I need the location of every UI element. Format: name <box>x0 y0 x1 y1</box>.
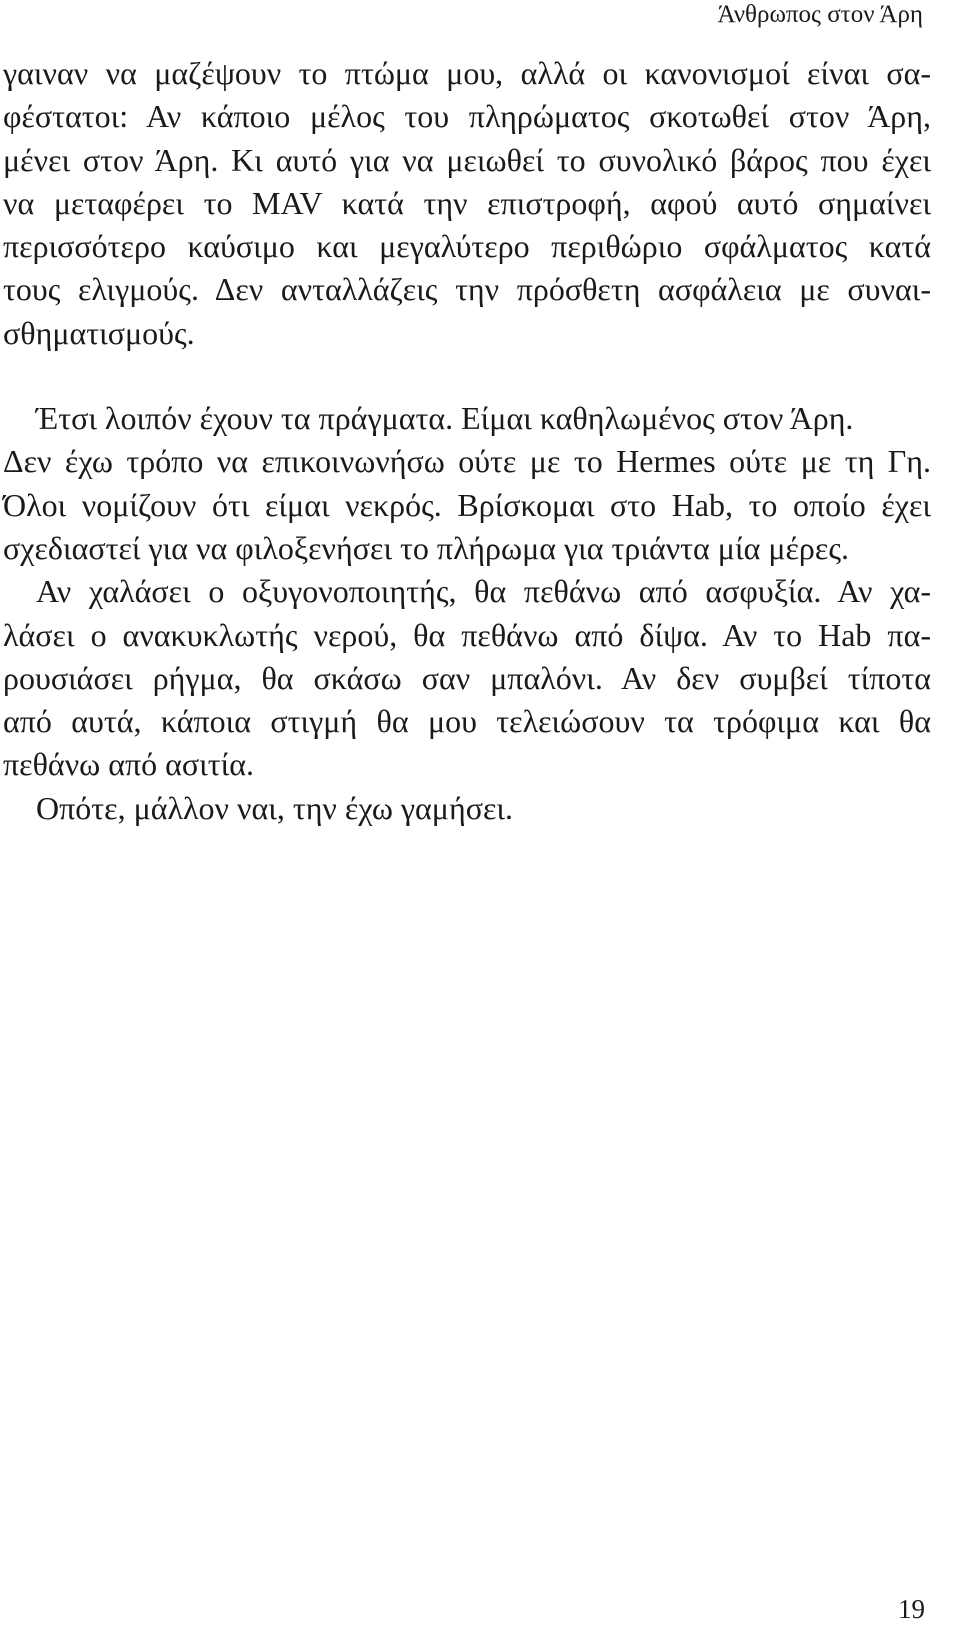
text-line: Όλοι νομίζουν ότι είμαι νεκρός. Βρίσκομαι στο Hab, το οποίο έχει <box>3 486 931 523</box>
body-text <box>3 52 931 830</box>
text-line: να μεταφέρει το MAV κατά την επιστροφή, αφού αυτό σημαίνει <box>3 184 931 221</box>
page-number: 19 <box>898 1594 925 1624</box>
text-line: μένει στον Άρη. Κι αυτό για να μειωθεί το συνολικό βάρος που έχει <box>3 141 931 178</box>
paragraph-2 <box>3 397 931 570</box>
text-line: σθηματισμούς. <box>3 314 195 351</box>
paragraph-4 <box>3 787 931 830</box>
text-line: Αν χαλάσει ο οξυγονοποιητής, θα πεθάνω από ασφυξία. Αν χα- <box>36 573 931 610</box>
text-line: πεθάνω από ασιτία. <box>3 746 254 783</box>
text-line: από αυτά, κάποια στιγμή θα μου τελειώσουν τα τρόφιμα και θα <box>3 703 931 740</box>
running-header-title: Άνθρωπος στον Άρη <box>717 1 923 28</box>
paragraph-1 <box>3 52 931 355</box>
text-line: λάσει ο ανακυκλωτής νερού, θα πεθάνω από δίψα. Αν το Hab πα- <box>3 616 931 653</box>
text-line: τους ελιγμούς. Δεν ανταλλάζεις την πρόσθετη ασφάλεια με συναι- <box>3 271 931 308</box>
text-line: περισσότερο καύσιμο και μεγαλύτερο περιθώριο σφάλματος κατά <box>3 228 931 265</box>
text-line: γαιναν να μαζέψουν το πτώμα μου, αλλά οι κανονισμοί είναι σα- <box>3 55 931 91</box>
text-line: Δεν έχω τρόπο να επικοινωνήσω ούτε με το Hermes ούτε με τη Γη. <box>3 443 931 480</box>
text-line: ρουσιάσει ρήγμα, θα σκάσω σαν μπαλόνι. Αν δεν συμβεί τίποτα <box>3 659 931 696</box>
paragraph-3 <box>3 570 931 786</box>
text-line: φέστατοι: Αν κάποιο μέλος του πληρώματος σκοτωθεί στον Άρη, <box>3 98 931 135</box>
text-line: Έτσι λοιπόν έχουν τα πράγματα. Είμαι καθηλωμένος στον Άρη. <box>36 400 854 437</box>
paragraph-break <box>3 355 931 397</box>
text-line: Οπότε, μάλλον ναι, την έχω γαμήσει. <box>36 789 513 826</box>
text-line: σχεδιαστεί για να φιλοξενήσει το πλήρωμα για τριάντα μία μέρες. <box>3 529 849 566</box>
